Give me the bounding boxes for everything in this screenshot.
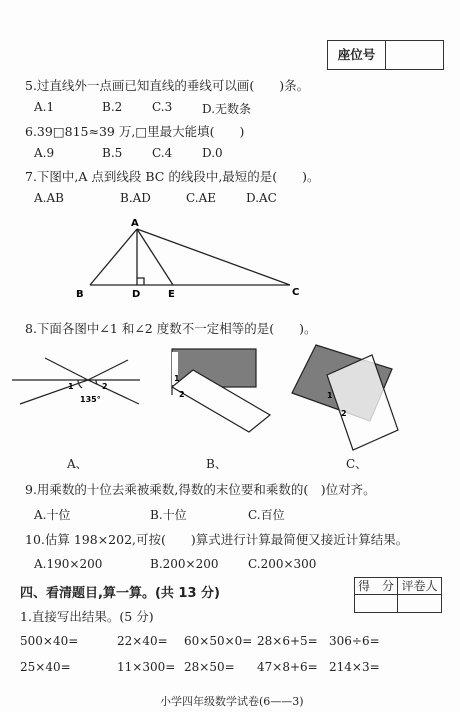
question-7-option-d[interactable]: D.AC: [246, 191, 277, 205]
seat-number-label: 座位号: [328, 41, 386, 69]
score-cell[interactable]: [354, 594, 398, 613]
calc-item[interactable]: 214×3=: [329, 660, 380, 674]
calc-item[interactable]: 60×50×0=: [184, 634, 253, 648]
point-e-label: E: [168, 289, 175, 300]
grader-header: 评卷人: [397, 577, 442, 595]
question-5-stem: 5.过直线外一点画已知直线的垂线可以画( )条。: [25, 78, 310, 93]
question-7-option-a[interactable]: A.AB: [34, 191, 64, 205]
question-6-option-d[interactable]: D.0: [202, 146, 223, 160]
subsection-1-title: 1.直接写出结果。(5 分): [20, 609, 154, 624]
question-6-option-a[interactable]: A.9: [34, 146, 55, 160]
question-9-option-a[interactable]: A.十位: [34, 508, 71, 522]
calc-item[interactable]: 11×300=: [117, 660, 176, 674]
figure-a-angle-1: 1: [68, 382, 74, 391]
figure-c: [292, 345, 398, 450]
score-table: [354, 577, 442, 613]
figure-c-angle-1: 1: [327, 391, 333, 400]
calc-item[interactable]: 22×40=: [117, 634, 168, 648]
point-b-label: B: [76, 289, 84, 300]
question-10-stem: 10.估算 198×202,可按( )算式进行计算最简便又接近计算结果。: [25, 532, 409, 547]
figure-b-angle-2: 2: [179, 390, 185, 399]
figure-a-angle-135: 135°: [80, 395, 101, 404]
calc-item[interactable]: 47×8+6=: [257, 660, 318, 674]
question-7-option-c[interactable]: C.AE: [186, 191, 216, 205]
question-9-option-b[interactable]: B.十位: [150, 508, 187, 522]
page-footer: 小学四年级数学试卷(6——3): [160, 695, 304, 708]
question-8-option-c[interactable]: C、: [346, 457, 368, 471]
question-7-option-b[interactable]: B.AD: [120, 191, 151, 205]
question-10-option-c[interactable]: C.200×300: [248, 557, 317, 571]
figure-a-angle-2: 2: [102, 382, 108, 391]
question-7-stem: 7.下图中,A 点到线段 BC 的线段中,最短的是( )。: [25, 169, 320, 184]
question-5-option-d[interactable]: D.无数条: [202, 102, 252, 116]
figure-c-angle-2: 2: [341, 409, 347, 418]
question-6-option-b[interactable]: B.5: [102, 146, 123, 160]
question-5-option-a[interactable]: A.1: [34, 100, 55, 114]
question-6-option-c[interactable]: C.4: [152, 146, 173, 160]
question-8-stem: 8.下面各图中∠1 和∠2 度数不一定相等的是( )。: [25, 321, 317, 336]
grader-cell[interactable]: [397, 594, 442, 613]
calc-item[interactable]: 306÷6=: [329, 634, 380, 648]
figure-a: [12, 358, 140, 404]
calc-item[interactable]: 25×40=: [20, 660, 71, 674]
calc-item[interactable]: 28×6+5=: [257, 634, 318, 648]
section-4-title: 四、看清题目,算一算。(共 13 分): [20, 586, 220, 601]
question-10-option-b[interactable]: B.200×200: [150, 557, 219, 571]
calc-item[interactable]: 500×40=: [20, 634, 79, 648]
question-5-option-b[interactable]: B.2: [102, 100, 123, 114]
question-10-option-a[interactable]: A.190×200: [34, 557, 103, 571]
question-5-option-c[interactable]: C.3: [152, 100, 173, 114]
point-c-label: C: [292, 287, 300, 298]
question-8-option-b[interactable]: B、: [206, 457, 227, 471]
calc-item[interactable]: 28×50=: [184, 660, 235, 674]
figure-b: [172, 349, 270, 432]
question-9-option-c[interactable]: C.百位: [248, 508, 285, 522]
point-a-label: A: [131, 218, 139, 229]
score-header: 得 分: [354, 577, 398, 595]
question-8-option-a[interactable]: A、: [67, 457, 88, 471]
question-9-stem: 9.用乘数的十位去乘被乘数,得数的末位要和乘数的( )位对齐。: [25, 482, 376, 497]
point-d-label: D: [132, 289, 141, 300]
figure-b-angle-1: 1: [174, 374, 180, 383]
question-6-stem: 6.39□815≈39 万,□里最大能填( ): [25, 124, 245, 139]
